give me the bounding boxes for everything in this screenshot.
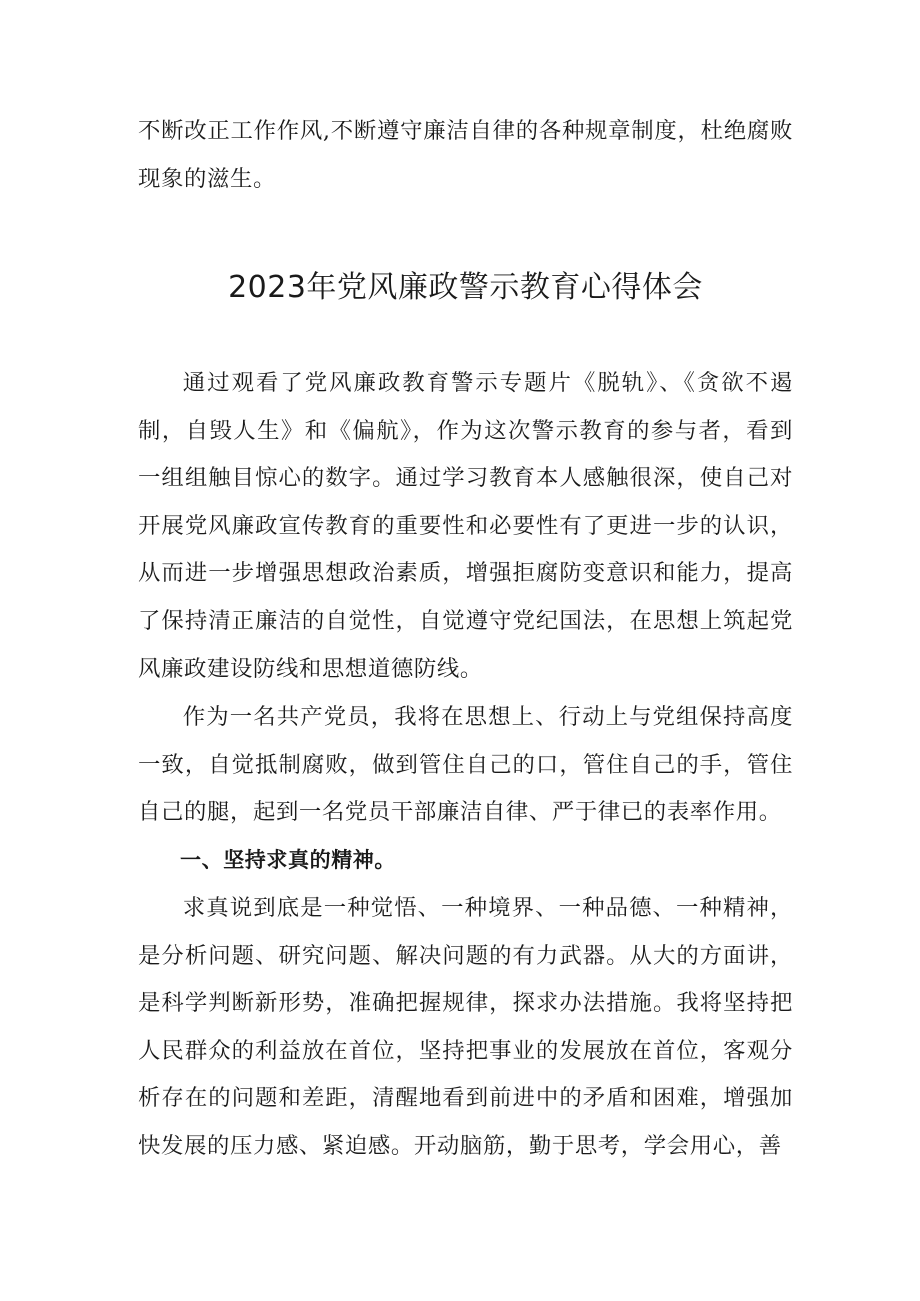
section-heading-1: 一、坚持求真的精神。: [180, 848, 396, 872]
paragraph-1: 通过观看了党风廉政教育警示专题片《脱轨》、《贪欲不遏制，自毁人生》和《偏航》，作为这次警示教育的参与者，看到一组组触目惊心的数字。通过学习教育本人感触很深，使自己对开展党风廉政宣传教育的重要性和必要性有了更进一步的认识，从而进一步增强思想政治素质，增强拒腐防变意识和能力，提高了保持清正廉洁的自觉性，自觉遵守党纪国法，在思想上筑起党风廉政建设防线和思想道德防线。: [138, 370, 793, 682]
continuation-paragraph: 不断改正工作作风,不断遵守廉洁自律的各种规章制度，杜绝腐败现象的滋生。: [138, 118, 793, 192]
paragraph-3: 求真说到底是一种觉悟、一种境界、一种品德、一种精神，是分析问题、研究问题、解决问题的有力武器。从大的方面讲，是科学判断新形势，准确把握规律，探求办法措施。我将坚持把人民群众的利益放在首位，坚持把事业的发展放在首位，客观分析存在的问题和差距，清醒地看到前进中的矛盾和困难，增强加快发展的压力感、紧迫感。开动脑筋，勤于思考，学会用心，善: [138, 895, 793, 1159]
paragraph-2: 作为一名共产党员，我将在思想上、行动上与党组保持高度一致，自觉抵制腐败，做到管住自己的口，管住自己的手，管住自己的腿，起到一名党员干部廉洁自律、严于律已的表率作用。: [138, 704, 793, 826]
document-title: 2023年党风廉政警示教育心得体会: [228, 270, 703, 305]
